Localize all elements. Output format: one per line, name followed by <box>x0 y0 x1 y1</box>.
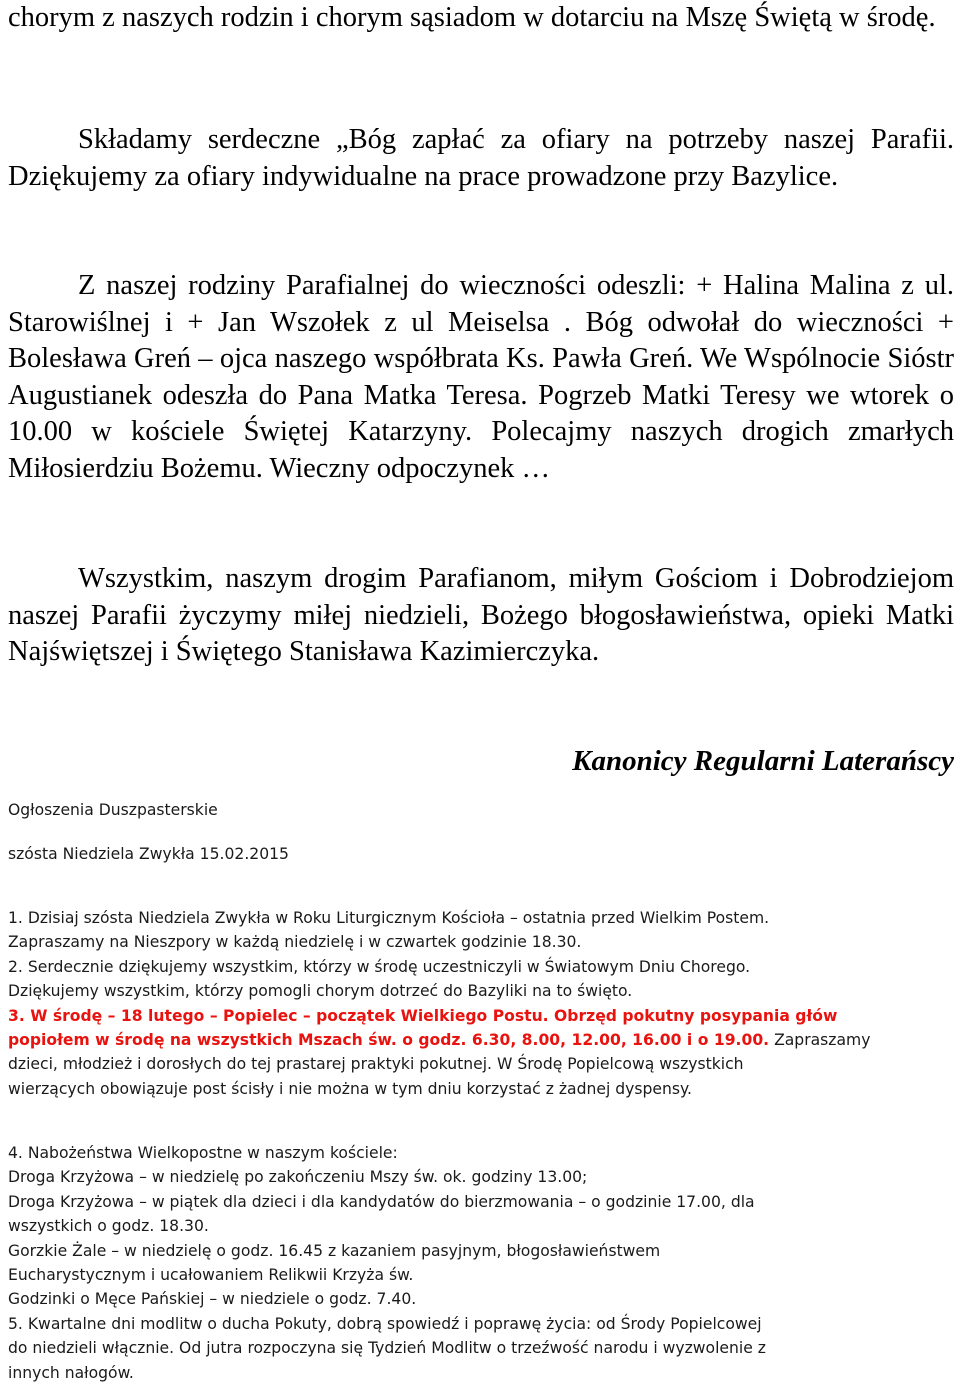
item-5-line: innych nałogów. <box>8 1363 134 1382</box>
item-2-line: 2. Serdecznie dziękujemy wszystkim, którzy w środę uczestniczyli w Światowym Dniu Chorego. <box>8 957 751 976</box>
item-4-line: Droga Krzyżowa – w piątek dla dzieci i dla kandydatów do bierzmowania – o godzinie 17.00, dla <box>8 1192 755 1211</box>
item-4-line: Eucharystycznym i ucałowaniem Relikwii Krzyża św. <box>8 1266 414 1285</box>
item-4-line: 4. Nabożeństwa Wielkopostne w naszym kościele: <box>8 1144 398 1162</box>
item-3-line: wierzących obowiązuje post ścisły i nie można w tym dniu korzystać z żadnej dyspensy. <box>8 1079 692 1098</box>
item-4-line: Droga Krzyżowa – w niedzielę po zakończeniu Mszy św. ok. godziny 13.00; <box>8 1168 588 1187</box>
item-4-line: wszystkich o godz. 18.30. <box>8 1217 209 1236</box>
item-3-line <box>8 1028 954 1052</box>
item-4-line: Gorzkie Żale – w niedzielę o godz. 16.45 z kazaniem pasyjnym, błogosławieństwem <box>8 1241 661 1260</box>
item-3-highlight-text: popiołem w środę na wszystkich Mszach św. o godz. 6.30, 8.00, 12.00, 16.00 i o 19.00. <box>8 1031 770 1050</box>
paragraph-offerings: Składamy serdeczne „Bóg zapłać za ofiary na potrzeby naszej Parafii. Dziękujemy za ofiary indywidualne na prace prowadzone przy Bazylice. <box>8 124 954 192</box>
announcements-list-continued <box>8 1141 954 1385</box>
item-2-line: Dziękujemy wszystkim, którzy pomogli chorym dotrzeć do Bazyliki na to święto. <box>8 982 633 1001</box>
bulletin-title: Ogłoszenia Duszpasterskie <box>8 801 218 819</box>
item-3-tail-text: Zapraszamy <box>769 1031 871 1050</box>
item-3-highlight-line: 3. W środę – 18 lutego – Popielec – początek Wielkiego Postu. Obrzęd pokutny posypania głów <box>8 1006 838 1025</box>
paragraph-deceased: Z naszej rodziny Parafialnej do wieczności odeszli: + Halina Malina z ul. Starowiślnej i + Jan Wszołek z ul Meiselsa . Bóg odwołał do wieczności + Bolesława Greń – ojca naszego współbrata Ks. Pawła Greń. We Wspólnocie Sióstr Augustianek odeszła do Pana Matka Teresa. Pogrzeb Matki Teresy we wtorek o 10.00 w kościele Świętej Katarzyny. Polecajmy naszych drogich zmarłych Miłosierdziu Bożemu. Wieczny odpoczynek … <box>8 270 954 484</box>
paragraph-wishes: Wszystkim, naszym drogim Parafianom, miłym Gościom i Dobrodziejom naszej Parafii życzymy miłej niedzieli, Bożego błogosławieństwa, opieki Matki Najświętszej i Świętego Stanisława Kazimierczyka. <box>8 563 954 668</box>
paragraph-intro: chorym z naszych rodzin i chorym sąsiadom w dotarciu na Mszę Świętą w środę. <box>8 2 936 33</box>
item-1-line: Zapraszamy na Nieszpory w każdą niedzielę i w czwartek godzinie 18.30. <box>8 933 582 952</box>
bulletin-date: szósta Niedziela Zwykła 15.02.2015 <box>8 845 289 863</box>
item-3-line: dzieci, młodzież i dorosłych do tej prastarej praktyki pokutnej. W Środę Popielcową wszystkich <box>8 1055 744 1074</box>
item-5-line: do niedzieli włącznie. Od jutra rozpoczyna się Tydzień Modlitw o trzeźwość narodu i wyzwolenie z <box>8 1339 766 1358</box>
item-1-line: 1. Dzisiaj szósta Niedziela Zwykła w Roku Liturgicznym Kościoła – ostatnia przed Wielkim Postem. <box>8 909 770 927</box>
item-5-line: 5. Kwartalne dni modlitw o ducha Pokuty, dobrą spowiedź i poprawę życia: od Środy Popielcowej <box>8 1314 762 1333</box>
item-4-line: Godzinki o Męce Pańskiej – w niedziele o godz. 7.40. <box>8 1290 417 1309</box>
announcements-list <box>8 906 954 1101</box>
signature: Kanonicy Regularni Laterańscy <box>572 745 954 777</box>
